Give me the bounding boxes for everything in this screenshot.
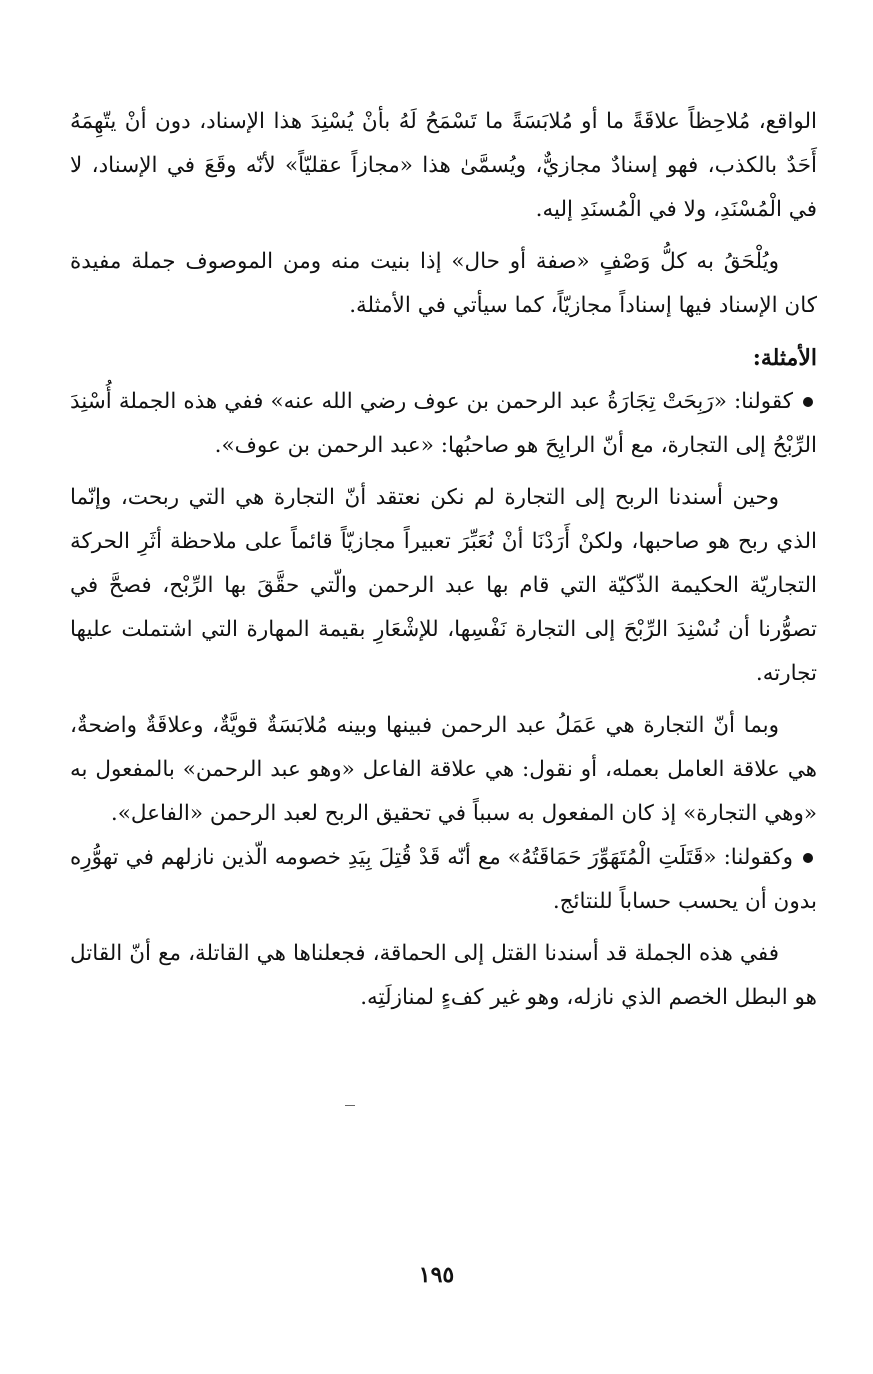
- paragraph-conclusion: ففي هذه الجملة قد أسندنا القتل إلى الحماقة، فجعلناها هي القاتلة، مع أنّ القاتل هو البطل الخصم الذي نازله، وهو غير كفءٍ لمنازلَتِه.: [70, 941, 817, 1010]
- example-one: [70, 380, 817, 468]
- bullet-icon: [803, 853, 813, 863]
- page-number: ١٩٥: [418, 1262, 455, 1288]
- example-one-text: كقولنا: «رَبِحَتْ تِجَارَةُ عبد الرحمن بن عوف رضي الله عنه» ففي هذه الجملة أُسْنِدَ الرِّبْحُ إلى التجارة، مع أنّ الرابِحَ هو صاحبُها: «عبد الرحمن بن عوف».: [70, 389, 817, 458]
- bullet-icon: [803, 397, 813, 407]
- page-body: [70, 100, 817, 1020]
- example-two-text: وكقولنا: «قَتَلَتِ الْمُتَهَوِّرَ حَمَاقَتُهُ» مع أنّه قَدْ قُتِلَ بِيَدِ خصومه الّذين نازلهم في تهوُّرِه بدون أن يحسب حساباً للنتائج.: [70, 845, 817, 914]
- paragraph-attachment: ويُلْحَقُ به كلُّ وَصْفٍ «صفة أو حال» إذا بنيت منه ومن الموصوف جملة مفيدة كان الإسناد فيها إسناداً مجازيّاً، كما سيأتي في الأمثلة.: [70, 249, 817, 318]
- paragraph-relation: وبما أنّ التجارة هي عَمَلُ عبد الرحمن فبينها وبينه مُلابَسَةٌ قويَّةٌ، وعلاقَةٌ واضحةٌ، هي علاقة العامل بعمله، أو نقول: هي علاقة الفاعل «وهو عبد الرحمن» بالمفعول به «وهي التجارة» إذ كان المفعول به سبباً في تحقيق الربح لعبد الرحمن «الفاعل».: [70, 713, 817, 826]
- scan-mark: [345, 1105, 355, 1106]
- examples-heading: الأمثلة:: [752, 345, 817, 371]
- paragraph-intro: الواقع، مُلاحِظاً علاقَةً ما أو مُلابَسَةً ما تَسْمَحُ لَهُ بأنْ يُسْنِدَ هذا الإسناد، دون أنْ يتّهِمَهُ أَحَدٌ بالكذب، فهو إسنادٌ مجازيٌّ، ويُسمَّىٰ هذا «مجازاً عقليّاً» لأنّه وقَعَ في الإسناد، لا في الْمُسْنَدِ، ولا في الْمُسنَدِ إليه.: [70, 109, 817, 222]
- example-two: [70, 836, 817, 924]
- paragraph-explanation: وحين أسندنا الربح إلى التجارة لم نكن نعتقد أنّ التجارة هي التي ربحت، وإنّما الذي ربح هو صاحبها، ولكنْ أَرَدْنَا أنْ نُعَبِّرَ تعبيراً مجازيّاً قائماً على ملاحظة أثَرِ الحركة التجاريّة الحكيمة الذّكيّة التي قام بها عبد الرحمن والّتي حقَّقَ بها الرِّبْح، فصحَّ في تصوُّرنا أن نُسْنِدَ الرِّبْحَ إلى التجارة نَفْسِها، للإشْعَارِ بقيمة المهارة التي اشتملت عليها تجارته.: [70, 485, 817, 686]
